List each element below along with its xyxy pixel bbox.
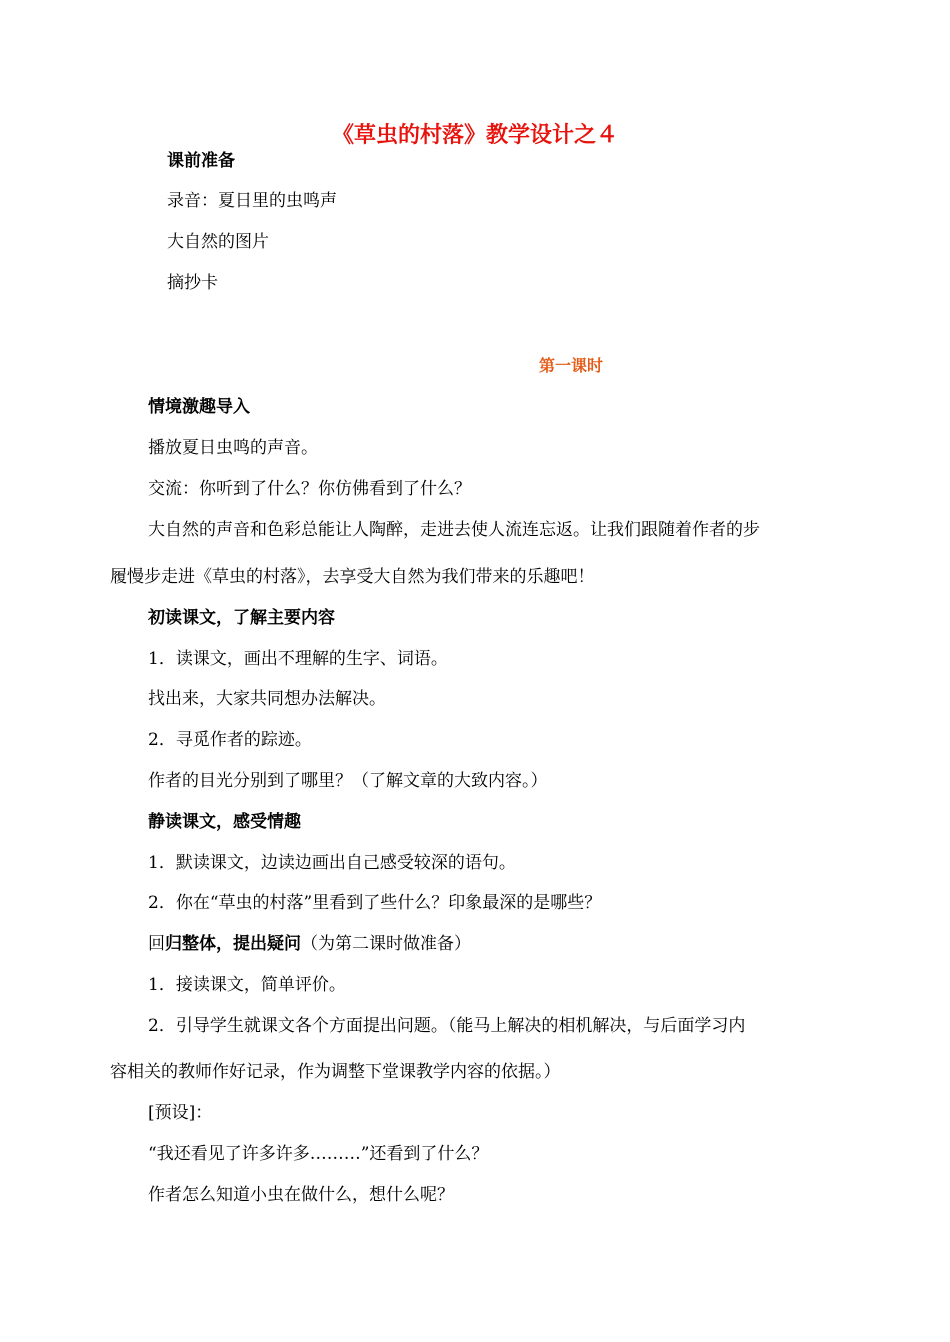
paragraph-line: 2．寻觅作者的踪迹。 (148, 730, 312, 750)
paragraph-line: “我还看见了许多许多………”还看到了什么？ (148, 1144, 489, 1164)
paragraph-line: 1．默读课文，边读边画出自己感受较深的语句。 (148, 853, 516, 873)
paragraph-line: 播放夏日虫鸣的声音。 (148, 438, 318, 458)
paragraph-line: 找出来，大家共同想办法解决。 (148, 689, 386, 709)
section-heading: 初读课文，了解主要内容 (148, 608, 335, 628)
section-heading-suffix: （为第二课时做准备） (301, 934, 471, 954)
section-heading: 情境激趣导入 (148, 397, 250, 417)
paragraph-line: 作者的目光分别到了哪里？（了解文章的大致内容。） (148, 771, 548, 791)
section-heading-prefix: 回 (148, 934, 165, 954)
section-heading: 静读课文，感受情趣 (148, 812, 301, 832)
paragraph-line: 容相关的教师作好记录，作为调整下堂课教学内容的依据。） (110, 1062, 561, 1082)
paragraph-line: [预设]： (148, 1103, 213, 1123)
section-heading (148, 932, 471, 956)
prep-item: 大自然的图片 (167, 232, 269, 252)
paragraph-line: 1．接读课文，简单评价。 (148, 975, 346, 995)
paragraph-line: 大自然的声音和色彩总能让人陶醉，走进去使人流连忘返。让我们跟随着作者的步 (148, 520, 760, 540)
document-title: 《草虫的村落》教学设计之４ (331, 122, 618, 148)
paragraph-line: 作者怎么知道小虫在做什么，想什么呢？ (148, 1185, 454, 1205)
prep-item: 摘抄卡 (167, 273, 218, 293)
paragraph-line: 1．读课文，画出不理解的生字、词语。 (148, 649, 448, 669)
lesson-heading: 第一课时 (539, 356, 604, 375)
section-heading-bold: 归整体，提出疑问 (165, 934, 301, 954)
prep-heading: 课前准备 (167, 151, 235, 171)
prep-item: 录音：夏日里的虫鸣声 (167, 191, 337, 211)
paragraph-line: 2．引导学生就课文各个方面提出问题。（能马上解决的相机解决，与后面学习内 (148, 1016, 746, 1036)
paragraph-line: 履慢步走进《草虫的村落》，去享受大自然为我们带来的乐趣吧！ (110, 567, 595, 587)
paragraph-line: 交流：你听到了什么？你仿佛看到了什么？ (148, 479, 471, 499)
paragraph-line: 2．你在“草虫的村落”里看到了些什么？印象最深的是哪些？ (148, 893, 602, 913)
